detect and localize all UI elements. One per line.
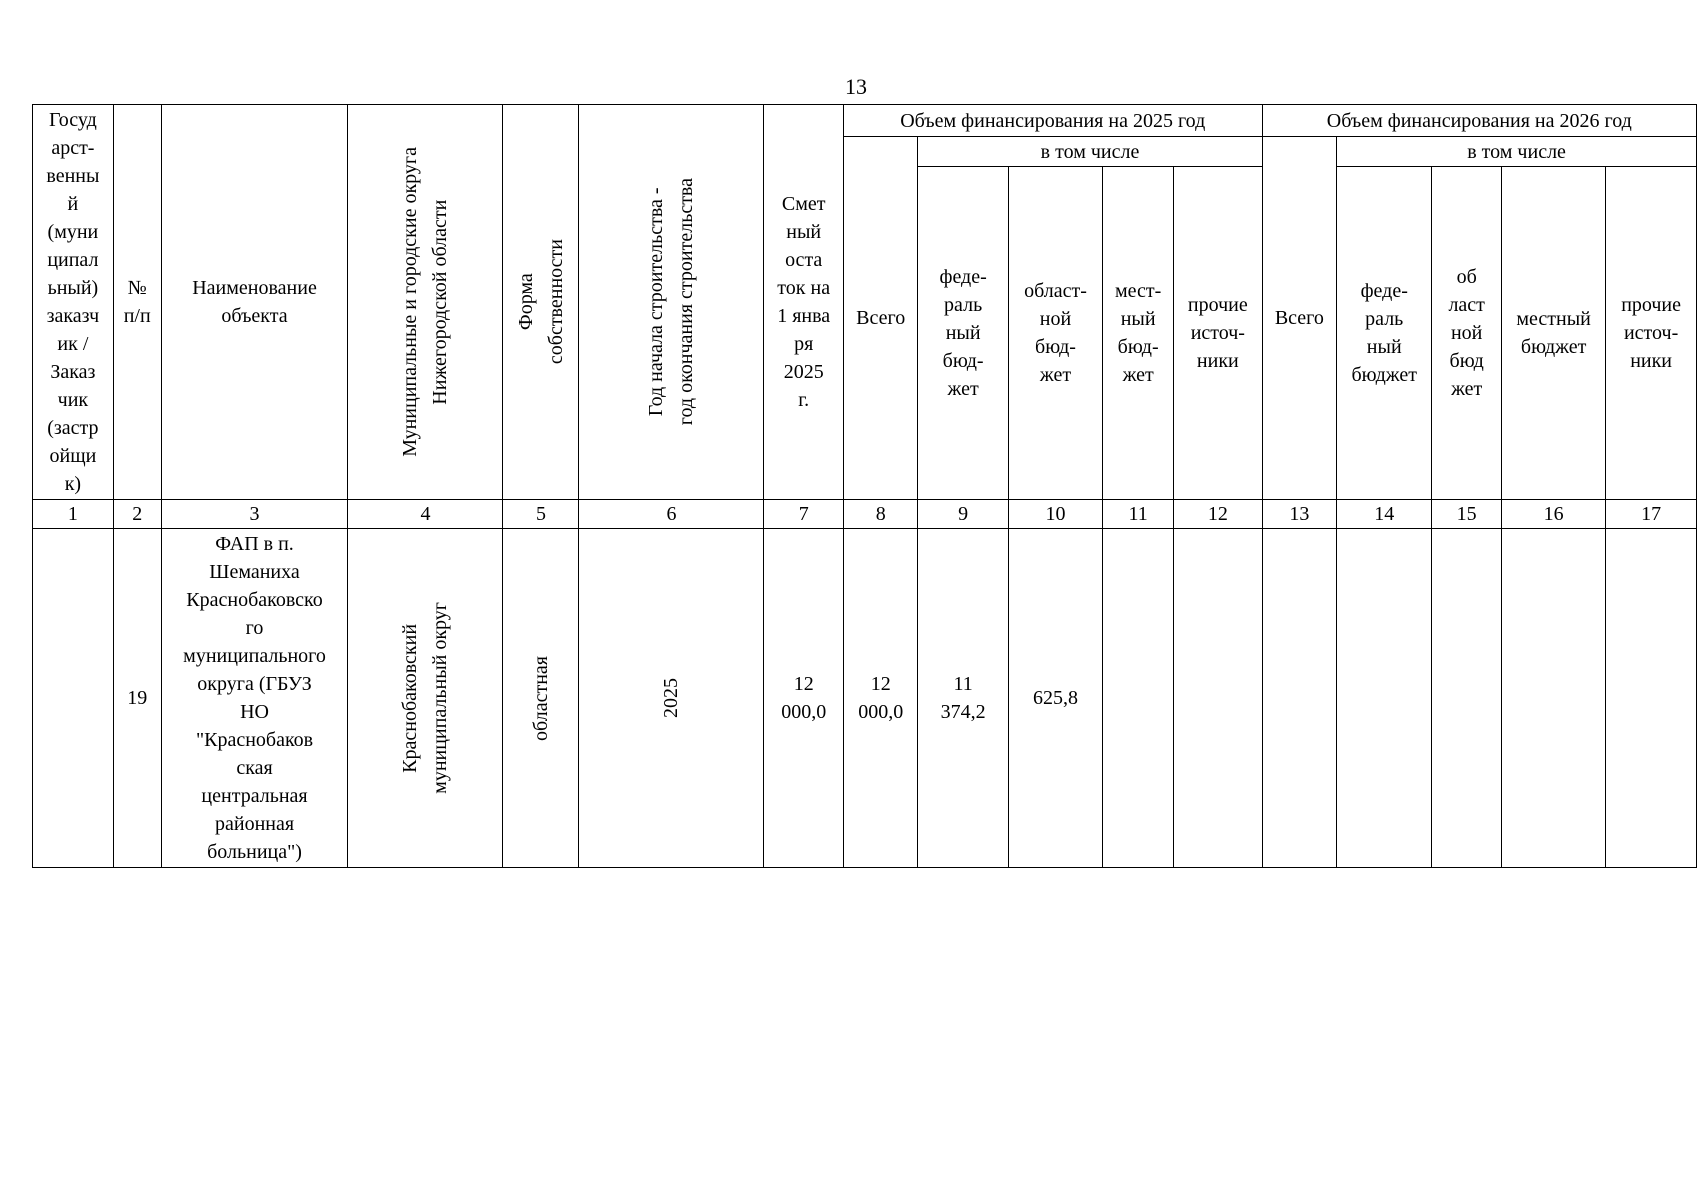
column-number: 4 — [348, 500, 503, 529]
column-number: 12 — [1174, 500, 1262, 529]
header-total-2025: Всего — [843, 137, 918, 500]
cell-federal-2025: 11 374,2 — [918, 529, 1008, 868]
header-including-2026: в том числе — [1337, 137, 1697, 167]
header-estimated-balance: Смет ный оста ток на 1 янва ря 2025 г. — [764, 105, 843, 500]
cell-local-2025 — [1103, 529, 1174, 868]
header-district: Муниципальные и городские округа Нижегородской области — [348, 105, 503, 500]
cell-total-2026 — [1262, 529, 1337, 868]
header-group-2026: Объем финансирования на 2026 год — [1262, 105, 1696, 137]
page-number: 13 — [845, 74, 867, 99]
column-number: 13 — [1262, 500, 1337, 529]
header-local-2025: мест- ный бюд- жет — [1103, 167, 1174, 500]
column-number: 16 — [1502, 500, 1606, 529]
financing-table — [32, 104, 1697, 868]
column-number: 14 — [1337, 500, 1432, 529]
cell-years: 2025 — [579, 529, 764, 868]
column-number: 8 — [843, 500, 918, 529]
cell-estimated-balance: 12 000,0 — [764, 529, 843, 868]
cell-other-2025 — [1174, 529, 1262, 868]
cell-number: 19 — [113, 529, 161, 868]
header-regional-2025: област- ной бюд- жет — [1008, 167, 1102, 500]
header-construction-years: Год начала строительства - год окончания строительства — [579, 105, 764, 500]
column-number: 1 — [33, 500, 114, 529]
column-number: 6 — [579, 500, 764, 529]
cell-ownership: областная — [503, 529, 579, 868]
header-ownership: Форма собственности — [503, 105, 579, 500]
header-regional-2026: об ласт ной бюд жет — [1432, 167, 1502, 500]
header-including-2025: в том числе — [918, 137, 1262, 167]
column-number: 2 — [113, 500, 161, 529]
column-number: 15 — [1432, 500, 1502, 529]
header-object-name: Наименование объекта — [161, 105, 348, 500]
cell-customer — [33, 529, 114, 868]
column-numbers-row — [33, 500, 1697, 529]
header-number: № п/п — [113, 105, 161, 500]
column-number: 11 — [1103, 500, 1174, 529]
header-federal-2026: феде- раль ный бюджет — [1337, 167, 1432, 500]
table-row — [33, 529, 1697, 868]
cell-other-2026 — [1606, 529, 1697, 868]
column-number: 7 — [764, 500, 843, 529]
column-number: 9 — [918, 500, 1008, 529]
column-number: 17 — [1606, 500, 1697, 529]
header-other-2026: прочие источ- ники — [1606, 167, 1697, 500]
header-federal-2025: феде- раль ный бюд- жет — [918, 167, 1008, 500]
column-number: 10 — [1008, 500, 1102, 529]
header-customer: Госуд арст- венны й (муни ципал ьный) заказч ик / Заказ чик (застр ойщи к) — [33, 105, 114, 500]
cell-total-2025: 12 000,0 — [843, 529, 918, 868]
header-total-2026: Всего — [1262, 137, 1337, 500]
cell-federal-2026 — [1337, 529, 1432, 868]
cell-regional-2026 — [1432, 529, 1502, 868]
column-number: 3 — [161, 500, 348, 529]
column-number: 5 — [503, 500, 579, 529]
cell-object-name: ФАП в п. Шеманиха Краснобаковско го муниципального округа (ГБУЗ НО "Краснобаков ская центральная районная больница") — [161, 529, 348, 868]
header-other-2025: прочие источ- ники — [1174, 167, 1262, 500]
cell-regional-2025: 625,8 — [1008, 529, 1102, 868]
cell-district: Краснобаковский муниципальный округ — [348, 529, 503, 868]
header-local-2026: местный бюджет — [1502, 167, 1606, 500]
header-group-2025: Объем финансирования на 2025 год — [843, 105, 1262, 137]
cell-local-2026 — [1502, 529, 1606, 868]
